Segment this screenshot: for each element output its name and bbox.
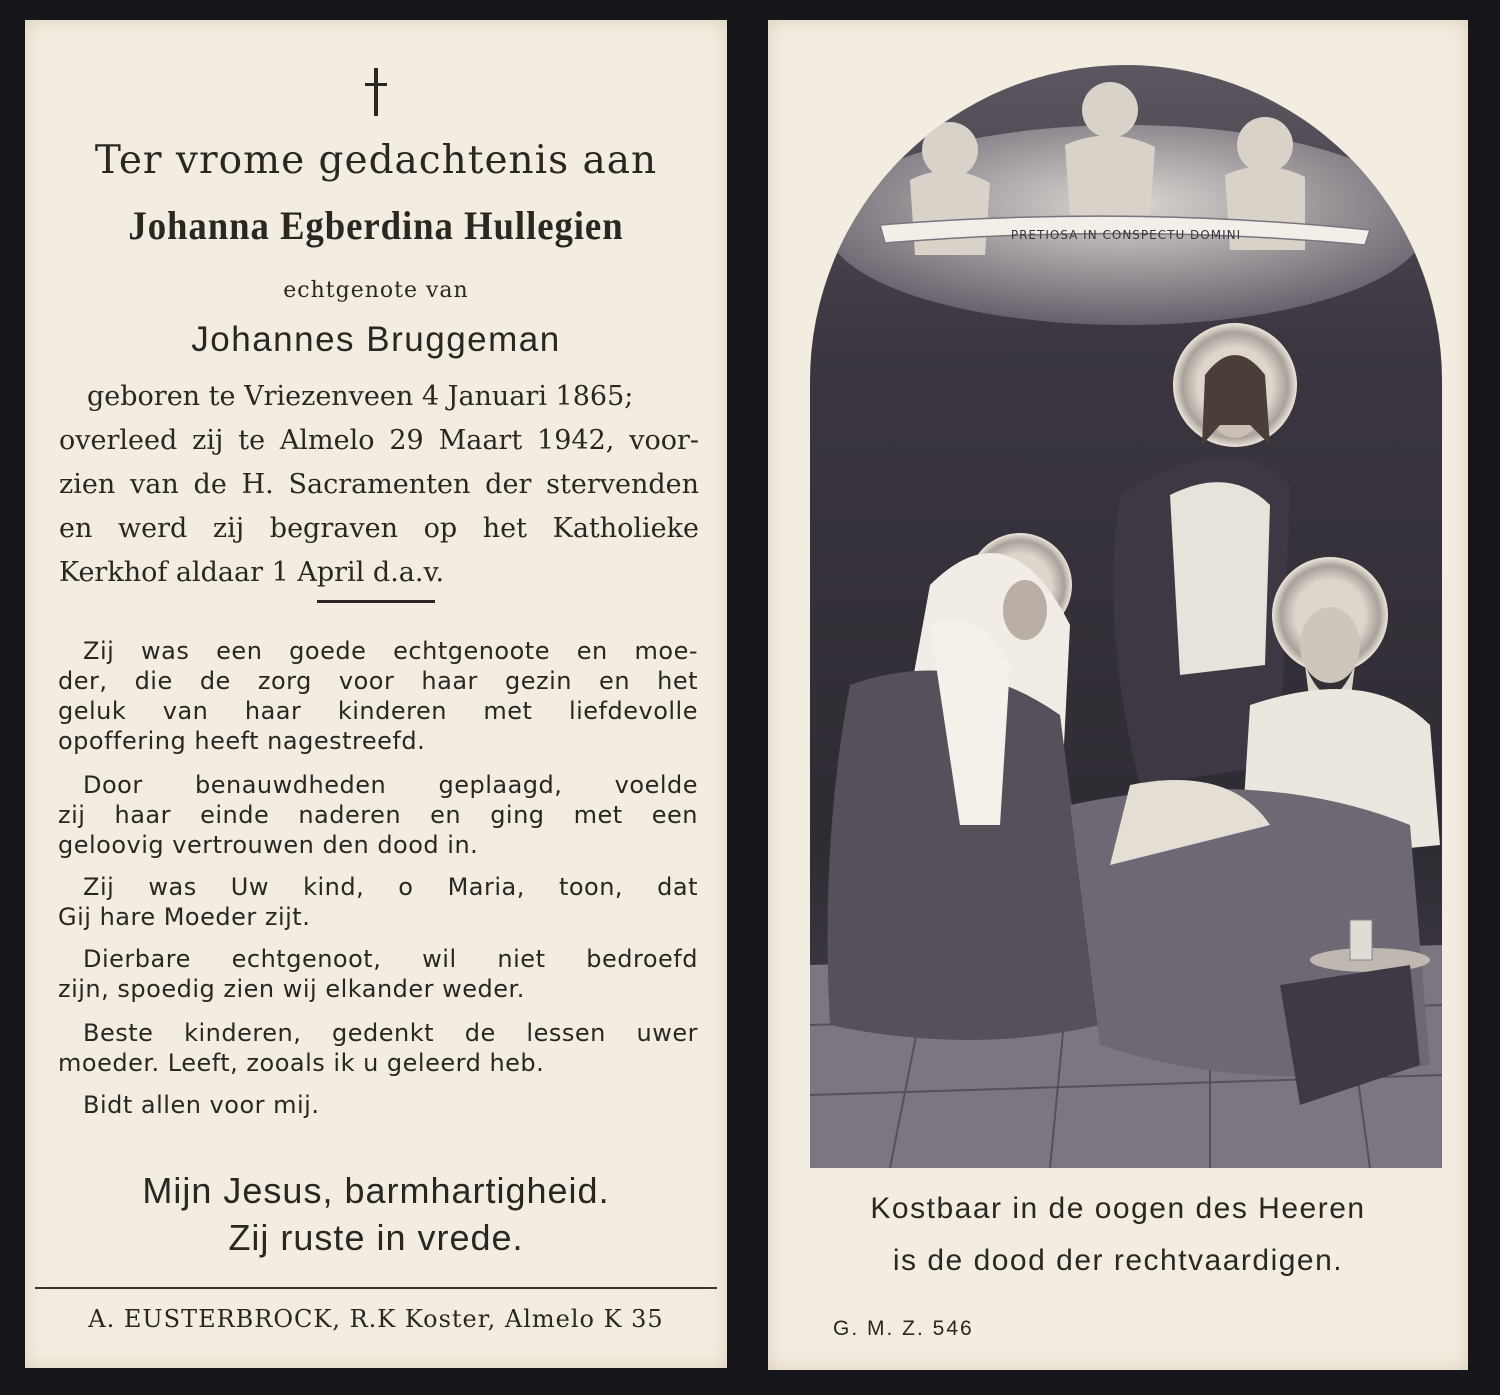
paragraph-line: Zij was een goede echtgenoote en moe- — [83, 637, 698, 665]
paragraph — [58, 872, 698, 932]
banner-text: PRETIOSA IN CONSPECTU DOMINI — [1010, 228, 1242, 242]
memorial-title: Ter vrome gedachtenis aan — [94, 138, 658, 183]
spouse-intro: echtgenote van — [283, 278, 469, 303]
paragraph-line: geloovig vertrouwen den dood in. — [58, 831, 479, 859]
cross-icon — [363, 68, 389, 116]
religious-illustration — [810, 65, 1442, 1168]
biography-line: en werd zij begraven op het Katholieke — [59, 513, 699, 544]
caption-line: is de dood der rechtvaardigen. — [892, 1244, 1344, 1277]
prayer-line: Mijn Jesus, barmhartigheid. — [142, 1170, 610, 1211]
publisher-code: G. M. Z. 546 — [833, 1317, 974, 1340]
footer-rule — [35, 1287, 717, 1289]
paragraph-line: Dierbare echtgenoot, wil niet bedroefd — [83, 945, 698, 973]
biography-line: Kerkhof aldaar 1 April d.a.v. — [59, 557, 445, 588]
paragraph — [58, 1018, 698, 1078]
caption-line: Kostbaar in de oogen des Heeren — [870, 1192, 1366, 1225]
memorial-card-image — [768, 20, 1468, 1370]
biography-line: geboren te Vriezenveen 4 Januari 1865; — [87, 381, 634, 412]
prayer-line: Zij ruste in vrede. — [228, 1217, 524, 1258]
paragraph-line: opoffering heeft nagestreefd. — [58, 727, 426, 755]
paragraph-line: Gij hare Moeder zijt. — [58, 903, 311, 931]
spouse-name: Johannes Bruggeman — [191, 320, 561, 359]
printer-credit: A. EUSTERBROCK, R.K Koster, Almelo K 35 — [88, 1305, 664, 1333]
paragraph-line: Bidt allen voor mij. — [83, 1091, 320, 1119]
paragraph — [58, 1090, 698, 1120]
paragraph — [58, 636, 698, 756]
biography-line: overleed zij te Almelo 29 Maart 1942, voor- — [59, 425, 699, 456]
deceased-name: Johanna Egberdina Hullegien — [128, 203, 624, 248]
paragraph-line: Beste kinderen, gedenkt de lessen uwer — [83, 1019, 698, 1047]
biography-line: zien van de H. Sacramenten der stervenden — [59, 469, 699, 500]
paragraph — [58, 944, 698, 1004]
paragraph-line: zijn, spoedig zien wij elkander weder. — [58, 975, 525, 1003]
paragraph-line: geluk van haar kinderen met liefdevolle — [58, 697, 698, 725]
memorial-card-text — [25, 20, 727, 1368]
paragraph-line: moeder. Leeft, zooals ik u geleerd heb. — [58, 1049, 545, 1077]
divider — [317, 600, 435, 603]
illustration-svg — [810, 65, 1442, 1168]
paragraph-line: Door benauwdheden geplaagd, voelde — [83, 771, 698, 799]
paragraph-line: Zij was Uw kind, o Maria, toon, dat — [83, 873, 698, 901]
paragraph-line: zij haar einde naderen en ging met een — [58, 801, 698, 829]
paragraph-line: der, die de zorg voor haar gezin en het — [58, 667, 698, 695]
paragraph — [58, 770, 698, 860]
